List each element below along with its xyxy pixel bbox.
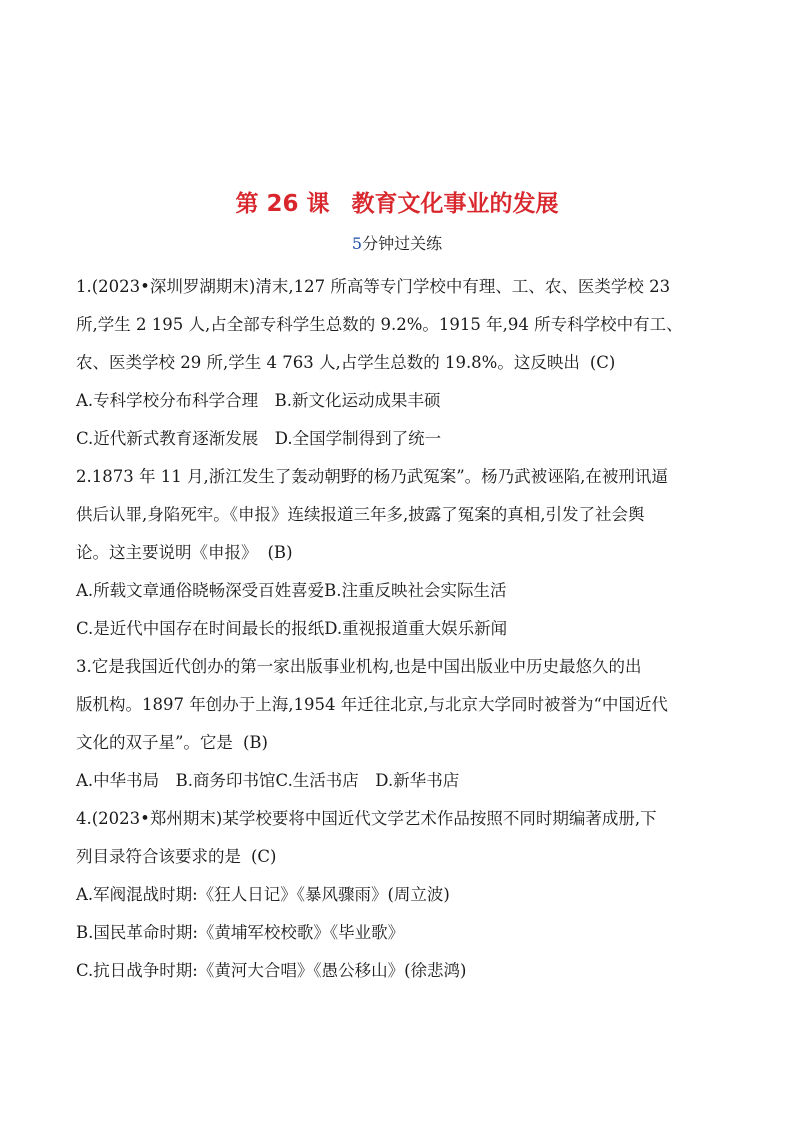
lesson-number: 第 26 课 — [235, 191, 330, 217]
question-option: C.抗日战争时期:《黄河大合唱》《愚公移山》(徐悲鸿) — [76, 961, 467, 980]
subtitle-text: 分钟过关练 — [362, 234, 443, 253]
section-subtitle — [0, 231, 794, 254]
question-line: 文化的双子星”。它是 (B) — [76, 733, 268, 752]
subtitle-number: 5 — [351, 234, 363, 253]
question-answer: (B) — [267, 543, 293, 562]
question-3 — [76, 648, 724, 800]
question-line: 列目录符合该要求的是 (C) — [76, 847, 277, 866]
lesson-name: 教育文化事业的发展 — [351, 191, 559, 217]
question-line: 农、医类学校 29 所,学生 4 763 人,占学生总数的 19.8%。这反映出 (C) — [76, 353, 616, 372]
question-line: 版机构。1897 年创办于上海,1954 年迁往北京,与北京大学同时被誉为“中国近代 — [76, 695, 668, 714]
question-option: C.近代新式教育逐渐发展 D.全国学制得到了统一 — [76, 429, 442, 448]
question-list — [76, 268, 724, 990]
question-line: 3.它是我国近代创办的第一家出版事业机构,也是中国出版业中历史最悠久的出 — [76, 657, 642, 676]
question-line: 所,学生 2 195 人,占全部专科学生总数的 9.2%。1915 年,94 所专科学校中有工、 — [76, 315, 683, 334]
question-line: 4.(2023•郑州期末)某学校要将中国近代文学艺术作品按照不同时期编著成册,下 — [76, 809, 657, 828]
question-line: 供后认罪,身陷死牢。《申报》连续报道三年多,披露了冤案的真相,引发了社会舆 — [76, 505, 645, 524]
question-2 — [76, 458, 724, 648]
question-option: A.所载文章通俗晓畅深受百姓喜爱B.注重反映社会实际生活 — [76, 581, 507, 600]
question-line: 1.(2023•深圳罗湖期末)清末,127 所高等专门学校中有理、工、农、医类学校 23 — [76, 277, 671, 296]
question-option: C.是近代中国存在时间最长的报纸D.重视报道重大娱乐新闻 — [76, 619, 508, 638]
question-option: A.军阀混战时期:《狂人日记》《暴风骤雨》(周立波) — [76, 885, 450, 904]
question-4 — [76, 800, 724, 990]
question-option: B.国民革命时期:《黄埔军校校歌》《毕业歌》 — [76, 923, 405, 942]
question-line: 论。这主要说明《申报》 (B) — [76, 543, 293, 562]
question-answer: (B) — [242, 733, 268, 752]
question-option: A.中华书局 B.商务印书馆C.生活书店 D.新华书店 — [76, 771, 460, 790]
lesson-title — [0, 185, 794, 218]
question-option: A.专科学校分布科学合理 B.新文化运动成果丰硕 — [76, 391, 441, 410]
question-line: 2.1873 年 11 月,浙江发生了轰动朝野的杨乃武冤案”。杨乃武被诬陷,在被刑讯逼 — [76, 467, 668, 486]
question-1 — [76, 268, 724, 458]
question-answer: (C) — [589, 353, 616, 372]
question-answer: (C) — [251, 847, 277, 866]
